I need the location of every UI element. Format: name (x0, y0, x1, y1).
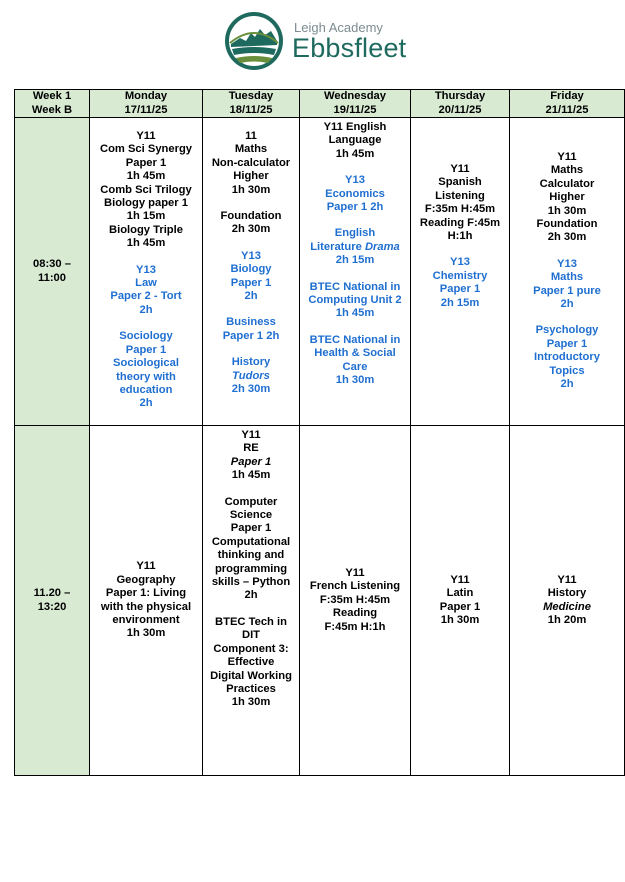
cell-text: Y11 (557, 573, 577, 586)
page-header (0, 0, 625, 90)
exam-line: Foundation (220, 210, 282, 223)
exam-line: Sociology (119, 330, 173, 343)
cell-text: 08:30 – (33, 258, 71, 271)
day-header-wednesday (300, 90, 411, 118)
cell-text: Literature (310, 240, 362, 253)
exam-line: 11 (245, 130, 257, 142)
friday-afternoon-cell (510, 426, 625, 776)
exam-line: Comb Sci Trilogy (100, 183, 192, 196)
cell-text: Medicine (543, 600, 591, 613)
exam-line: Y11 (450, 163, 470, 175)
exam-line: Science (229, 509, 273, 522)
tuesday-afternoon-cell (203, 426, 300, 776)
exam-line: 1h 30m (335, 374, 375, 387)
exam-line: BTEC Tech in (215, 615, 287, 628)
exam-line: Biology Triple (109, 223, 183, 236)
monday-morning-cell (90, 118, 203, 426)
exam-line: 1h 30m (440, 613, 480, 626)
exam-line: Com Sci Synergy (99, 143, 193, 156)
exam-line: 2h (560, 298, 574, 311)
exam-line: Biology paper 1 (104, 197, 188, 210)
cell-text: Wednesday (324, 90, 386, 103)
exam-line: programming (214, 562, 288, 575)
exam-line: Y13 (450, 256, 470, 269)
exam-line: Reading (332, 607, 378, 620)
exam-line: Computing Unit 2 (308, 294, 402, 307)
cell-text: Friday (550, 90, 584, 103)
cell-text: 19/11/25 (333, 103, 377, 116)
exam-line: Component 3: (213, 642, 289, 655)
exam-line: Chemistry (432, 269, 488, 282)
exam-line: Effective (227, 656, 275, 669)
cell-text: 2h 30m (231, 383, 271, 396)
exam-line: H:1h (447, 230, 473, 243)
exam-timetable (14, 89, 625, 776)
exam-line: Paper 1 (230, 276, 272, 289)
cell-text: Paper 1 (230, 455, 272, 468)
exam-line: F:35m H:45m (424, 203, 496, 216)
cell-text: Week B (31, 103, 73, 116)
exam-line: Geography (116, 573, 176, 586)
exam-line: Y13 (345, 174, 365, 187)
morning-session-row (15, 118, 625, 426)
exam-line: 2h (139, 303, 153, 316)
exam-line: with the physical (100, 600, 192, 613)
exam-line: DIT (241, 629, 261, 642)
exam-line: 2h (244, 589, 258, 602)
exam-line: environment (112, 613, 180, 626)
cell-text: History (231, 356, 271, 369)
exam-line: skills – Python (211, 576, 291, 589)
exam-line: 2h 30m (231, 223, 271, 236)
exam-line: Listening (435, 189, 485, 202)
exam-line: BTEC National in (309, 280, 401, 293)
exam-line: 1h 45m (335, 147, 375, 160)
exam-line: 1h 45m (126, 170, 166, 183)
exam-line: Spanish (438, 176, 482, 189)
exam-line: Computational (211, 535, 291, 548)
cell-text: Monday (124, 90, 168, 103)
cell-text: 11.20 – (33, 587, 71, 600)
cell-text: Drama (364, 240, 400, 253)
exam-line: 1h 45m (126, 237, 166, 250)
exam-line: Paper 1 (230, 522, 272, 535)
thursday-morning-cell (411, 118, 510, 426)
cell-text: Week 1 (32, 90, 72, 103)
exam-line: 2h 15m (440, 296, 480, 309)
exam-line: Y13 (557, 257, 577, 270)
monday-afternoon-cell (90, 426, 203, 776)
exam-line: Y11 (345, 566, 365, 579)
exam-line: 1h 30m (547, 204, 587, 217)
cell-text: 1h 20m (547, 613, 587, 626)
exam-line: Digital Working (210, 669, 292, 682)
exam-line: Maths (234, 143, 268, 156)
exam-line: Topics (549, 364, 585, 377)
exam-line: Paper 1 (439, 283, 481, 296)
exam-line: Introductory (534, 351, 600, 364)
school-name: Ebbsfleet (292, 33, 407, 63)
cell-text: RE (243, 442, 259, 455)
organisation-name: Leigh Academy (294, 20, 383, 35)
friday-morning-cell (510, 118, 625, 426)
school-crest-logo (224, 11, 284, 71)
exam-line: Paper 2 - Tort (110, 290, 182, 303)
exam-line: Biology (230, 263, 272, 276)
exam-line: Paper 1 (439, 600, 481, 613)
day-header-thursday (411, 90, 510, 118)
exam-line: 2h (139, 397, 153, 410)
cell-text: 18/11/25 (229, 103, 273, 116)
exam-line: thinking and (217, 549, 285, 562)
cell-text: English (334, 227, 376, 240)
exam-line: 2h 30m (547, 231, 587, 244)
day-header-tuesday (203, 90, 300, 118)
exam-line: BTEC National in (309, 333, 401, 346)
exam-line: Y11 (450, 573, 470, 586)
exam-line: 1h 30m (231, 183, 271, 196)
exam-line: Paper 1 (125, 156, 167, 169)
afternoon-session-row (15, 426, 625, 776)
exam-line: education (119, 383, 173, 396)
cell-text: 17/11/25 (124, 103, 168, 116)
exam-line: Foundation (536, 218, 598, 231)
afternoon-time-cell (15, 426, 90, 776)
exam-line: 1h 15m (126, 210, 166, 223)
exam-line: 2h (244, 290, 258, 303)
exam-line: Calculator (539, 177, 595, 190)
exam-line: Y13 (241, 249, 261, 262)
exam-line: Care (342, 360, 368, 373)
cell-text: Tuesday (228, 90, 274, 103)
exam-line: Business (226, 316, 276, 329)
exam-line: Paper 1 2h (222, 329, 280, 342)
exam-line: French Listening (309, 580, 401, 593)
exam-line: Language (328, 134, 382, 147)
cell-text: 2h 15m (335, 254, 375, 267)
week-cell (15, 90, 90, 118)
cell-text: Tudors (232, 369, 270, 382)
exam-line: Economics (325, 187, 385, 200)
wednesday-morning-cell (300, 118, 411, 426)
exam-line: F:45m H:1h (324, 620, 386, 633)
exam-line: Maths (550, 164, 584, 177)
exam-line: Law (135, 277, 157, 290)
thursday-afternoon-cell (411, 426, 510, 776)
exam-line: Paper 1: Living (105, 587, 187, 600)
exam-line: theory with (116, 370, 176, 383)
day-header-monday (90, 90, 203, 118)
exam-line: Paper 1 (546, 337, 588, 350)
exam-line: Health & Social (314, 347, 396, 360)
exam-line: Latin (446, 587, 474, 600)
cell-text: 11:00 (38, 271, 66, 284)
cell-text: 21/11/25 (545, 103, 589, 116)
cell-text: 13:20 (37, 600, 67, 613)
exam-line: Maths (550, 271, 584, 284)
exam-line: Higher (233, 170, 269, 183)
exam-line: Practices (226, 682, 276, 695)
exam-line: Paper 1 pure (533, 284, 601, 297)
exam-line: 2h (560, 378, 574, 391)
exam-line: Reading F:45m (419, 216, 501, 229)
exam-line: Y13 (136, 263, 156, 276)
tuesday-morning-cell (203, 118, 300, 426)
morning-time-cell (15, 118, 90, 426)
exam-line: Higher (549, 191, 585, 204)
exam-line: Psychology (535, 324, 599, 337)
exam-line: Y11 (136, 130, 156, 142)
exam-line: Paper 1 (125, 343, 167, 356)
exam-line: Computer (224, 495, 278, 508)
cell-text: 20/11/25 (438, 103, 482, 116)
exam-line: Non-calculator (211, 156, 291, 169)
wednesday-afternoon-cell (300, 426, 411, 776)
cell-text: 1h 45m (231, 469, 271, 482)
timetable-header-row (15, 90, 625, 118)
exam-line: Paper 1 2h (326, 201, 384, 214)
cell-text: History (547, 587, 587, 600)
exam-line: 1h 30m (231, 696, 271, 709)
cell-text: Thursday (434, 90, 486, 103)
exam-line: Y11 English (323, 121, 387, 133)
exam-line: 1h 30m (126, 627, 166, 640)
day-header-friday (510, 90, 625, 118)
exam-line: F:35m H:45m (319, 593, 391, 606)
exam-line: Sociological (113, 357, 179, 370)
cell-text: Y11 (241, 429, 261, 441)
exam-line: 1h 45m (335, 307, 375, 320)
exam-line: Y11 (136, 560, 156, 573)
exam-line: Y11 (557, 151, 577, 163)
